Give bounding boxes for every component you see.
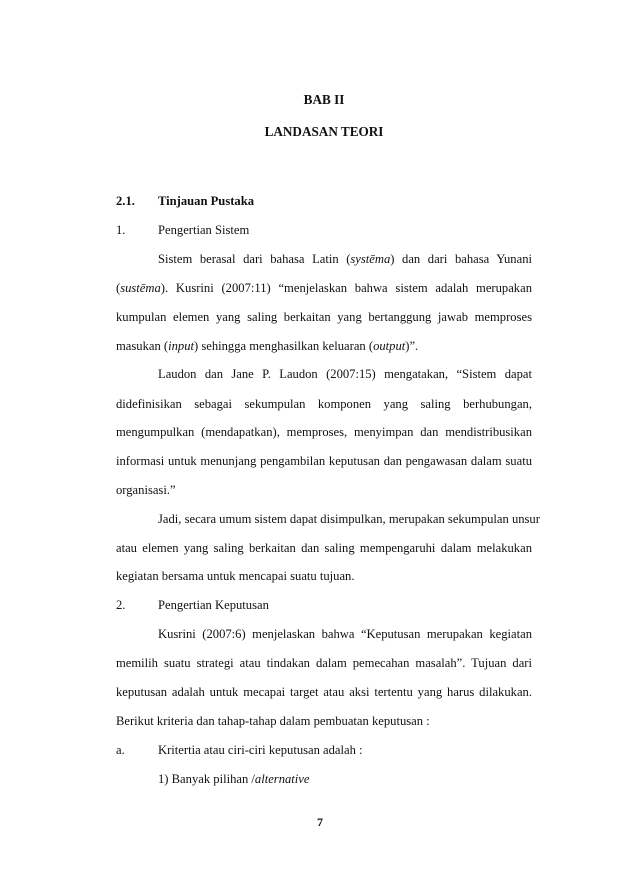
list-item-a-marker: a. xyxy=(116,743,125,757)
paragraph-4-line-2: memilih suatu strategi atau tindakan dalam pemecahan masalah”. Tujuan dari xyxy=(116,656,532,670)
paragraph-2-line-4: informasi untuk menunjang pengambilan keputusan dan pengawasan dalam suatu xyxy=(116,454,532,468)
paragraph-1-line-2: (sustēma). Kusrini (2007:11) “menjelaskan bahwa sistem adalah merupakan xyxy=(116,281,532,295)
section-title: Tinjauan Pustaka xyxy=(158,194,255,208)
paragraph-4-line-4: Berikut kriteria dan tahap-tahap dalam pembuatan keputusan : xyxy=(116,714,430,728)
paragraph-3-line-1: Jadi, secara umum sistem dapat disimpulkan, merupakan sekumpulan unsur xyxy=(158,512,540,526)
paragraph-4-line-3: keputusan adalah untuk mecapai target atau aksi tertentu yang harus dilakukan. xyxy=(116,685,532,699)
subheading-1-title: Pengertian Sistem xyxy=(158,223,250,237)
paragraph-1-line-3: kumpulan elemen yang saling berkaitan yang bertanggung jawab memproses xyxy=(116,310,532,324)
paragraph-2-line-5: organisasi.” xyxy=(116,483,176,497)
paragraph-3-line-3: kegiatan bersama untuk mencapai suatu tujuan. xyxy=(116,569,355,583)
list-item-1 xyxy=(158,771,532,787)
list-item-1-marker: 1) xyxy=(158,772,169,786)
paragraph-1-line-4: masukan (input) sehingga menghasilkan keluaran (output)”. xyxy=(116,339,419,353)
list-item-a-text: Kritertia atau ciri-ciri keputusan adalah : xyxy=(158,743,363,757)
subheading-2-title: Pengertian Keputusan xyxy=(158,598,269,612)
page-number: 7 xyxy=(317,815,323,829)
paragraph-1-line-1: Sistem berasal dari bahasa Latin (systēma) dan dari bahasa Yunani xyxy=(158,252,532,266)
chapter-number: BAB II xyxy=(303,92,345,107)
list-item-1-text: Banyak pilihan /alternative xyxy=(171,772,310,786)
paragraph-2-line-2: didefinisikan sebagai sekumpulan komponen yang saling berhubungan, xyxy=(116,397,532,411)
subheading-1-number: 1. xyxy=(116,223,126,237)
chapter-title: LANDASAN TEORI xyxy=(264,124,384,139)
paragraph-3-line-2: atau elemen yang saling berkaitan dan saling mempengaruhi dalam melakukan xyxy=(116,541,532,555)
section-number: 2.1. xyxy=(116,194,135,208)
paragraph-2-line-3: mengumpulkan (mendapatkan), memproses, menyimpan dan mendistribusikan xyxy=(116,425,532,439)
subheading-2-number: 2. xyxy=(116,598,126,612)
paragraph-2-line-1: Laudon dan Jane P. Laudon (2007:15) mengatakan, “Sistem dapat xyxy=(158,367,532,381)
paragraph-4-line-1: Kusrini (2007:6) menjelaskan bahwa “Keputusan merupakan kegiatan xyxy=(158,627,532,641)
